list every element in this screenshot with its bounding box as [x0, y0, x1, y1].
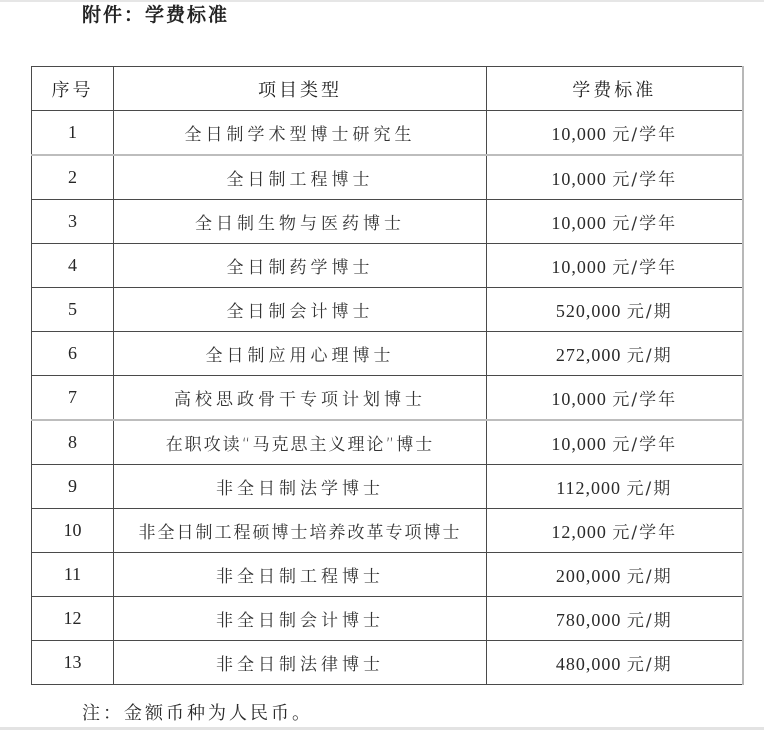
cell-serial-number: 1 [32, 111, 114, 156]
tuition-amount: 200,000 [555, 566, 622, 586]
cell-tuition [487, 332, 743, 376]
table-row [32, 553, 743, 597]
cell-tuition [487, 288, 743, 332]
tuition-unit: 元/学年 [612, 125, 678, 145]
table-row [32, 288, 743, 332]
cell-serial-number: 2 [32, 155, 114, 200]
header-serial-number: 序号 [32, 67, 114, 111]
tuition-amount: 780,000 [555, 610, 622, 630]
tuition-unit: 元/期 [626, 567, 673, 587]
cell-serial-number: 8 [32, 420, 114, 465]
cell-serial-number: 3 [32, 200, 114, 244]
cell-program-type: 非全日制法学博士 [114, 465, 487, 509]
cell-program-type: 全日制应用心理博士 [114, 332, 487, 376]
table-row [32, 332, 743, 376]
cell-program-type: 非全日制工程硕博士培养改革专项博士 [114, 509, 487, 553]
table-row [32, 509, 743, 553]
cell-tuition [487, 465, 743, 509]
currency-note: 注：金额币种为人民币。 [82, 703, 313, 724]
tuition-unit: 元/期 [626, 346, 673, 366]
cell-tuition [487, 111, 743, 156]
tuition-unit: 元/期 [626, 479, 673, 499]
cell-tuition [487, 200, 743, 244]
table-row [32, 420, 743, 465]
cell-tuition [487, 553, 743, 597]
header-program-type: 项目类型 [114, 67, 487, 111]
cell-program-type: 高校思政骨干专项计划博士 [114, 376, 487, 421]
table-row [32, 111, 743, 156]
table-row [32, 376, 743, 421]
tuition-unit: 元/学年 [612, 523, 678, 543]
cell-program-type: 非全日制会计博士 [114, 597, 487, 641]
cell-program-type: 在职攻读“马克思主义理论”博士 [114, 420, 487, 465]
document-title: 附件：学费标准 [82, 4, 230, 26]
header-tuition-standard: 学费标准 [487, 67, 743, 111]
cell-serial-number: 12 [32, 597, 114, 641]
cell-serial-number: 7 [32, 376, 114, 421]
cell-program-type: 全日制生物与医药博士 [114, 200, 487, 244]
cell-tuition [487, 376, 743, 421]
cell-serial-number: 6 [32, 332, 114, 376]
tuition-unit: 元/期 [626, 655, 673, 675]
tuition-amount: 520,000 [555, 301, 622, 321]
cell-tuition [487, 597, 743, 641]
tuition-amount: 12,000 [551, 522, 607, 542]
table-row [32, 597, 743, 641]
tuition-unit: 元/学年 [612, 258, 678, 278]
tuition-unit: 元/学年 [612, 390, 678, 410]
cell-tuition [487, 641, 743, 685]
cell-serial-number: 10 [32, 509, 114, 553]
cell-tuition [487, 155, 743, 200]
cell-serial-number: 13 [32, 641, 114, 685]
tuition-amount: 10,000 [551, 124, 607, 144]
tuition-amount: 10,000 [551, 389, 607, 409]
tuition-unit: 元/期 [626, 302, 673, 322]
table-row [32, 244, 743, 288]
tuition-fee-table [31, 66, 744, 685]
table-row [32, 155, 743, 200]
tuition-amount: 10,000 [551, 434, 607, 454]
tuition-amount: 272,000 [555, 345, 622, 365]
cell-serial-number: 11 [32, 553, 114, 597]
cell-tuition [487, 420, 743, 465]
tuition-unit: 元/期 [626, 611, 673, 631]
tuition-amount: 480,000 [555, 654, 622, 674]
cell-tuition [487, 244, 743, 288]
cell-program-type: 全日制学术型博士研究生 [114, 111, 487, 156]
cell-program-type: 全日制工程博士 [114, 155, 487, 200]
tuition-amount: 10,000 [551, 169, 607, 189]
tuition-unit: 元/学年 [612, 435, 678, 455]
table-row [32, 465, 743, 509]
tuition-amount: 10,000 [551, 257, 607, 277]
cell-program-type: 非全日制法律博士 [114, 641, 487, 685]
cell-tuition [487, 509, 743, 553]
cell-program-type: 全日制会计博士 [114, 288, 487, 332]
cell-serial-number: 5 [32, 288, 114, 332]
tuition-amount: 10,000 [551, 213, 607, 233]
cell-program-type: 非全日制工程博士 [114, 553, 487, 597]
tuition-amount: 112,000 [556, 478, 622, 498]
cell-program-type: 全日制药学博士 [114, 244, 487, 288]
table-row [32, 641, 743, 685]
tuition-unit: 元/学年 [612, 214, 678, 234]
table-row [32, 200, 743, 244]
table-header-row [32, 67, 743, 111]
cell-serial-number: 9 [32, 465, 114, 509]
tuition-unit: 元/学年 [612, 170, 678, 190]
cell-serial-number: 4 [32, 244, 114, 288]
